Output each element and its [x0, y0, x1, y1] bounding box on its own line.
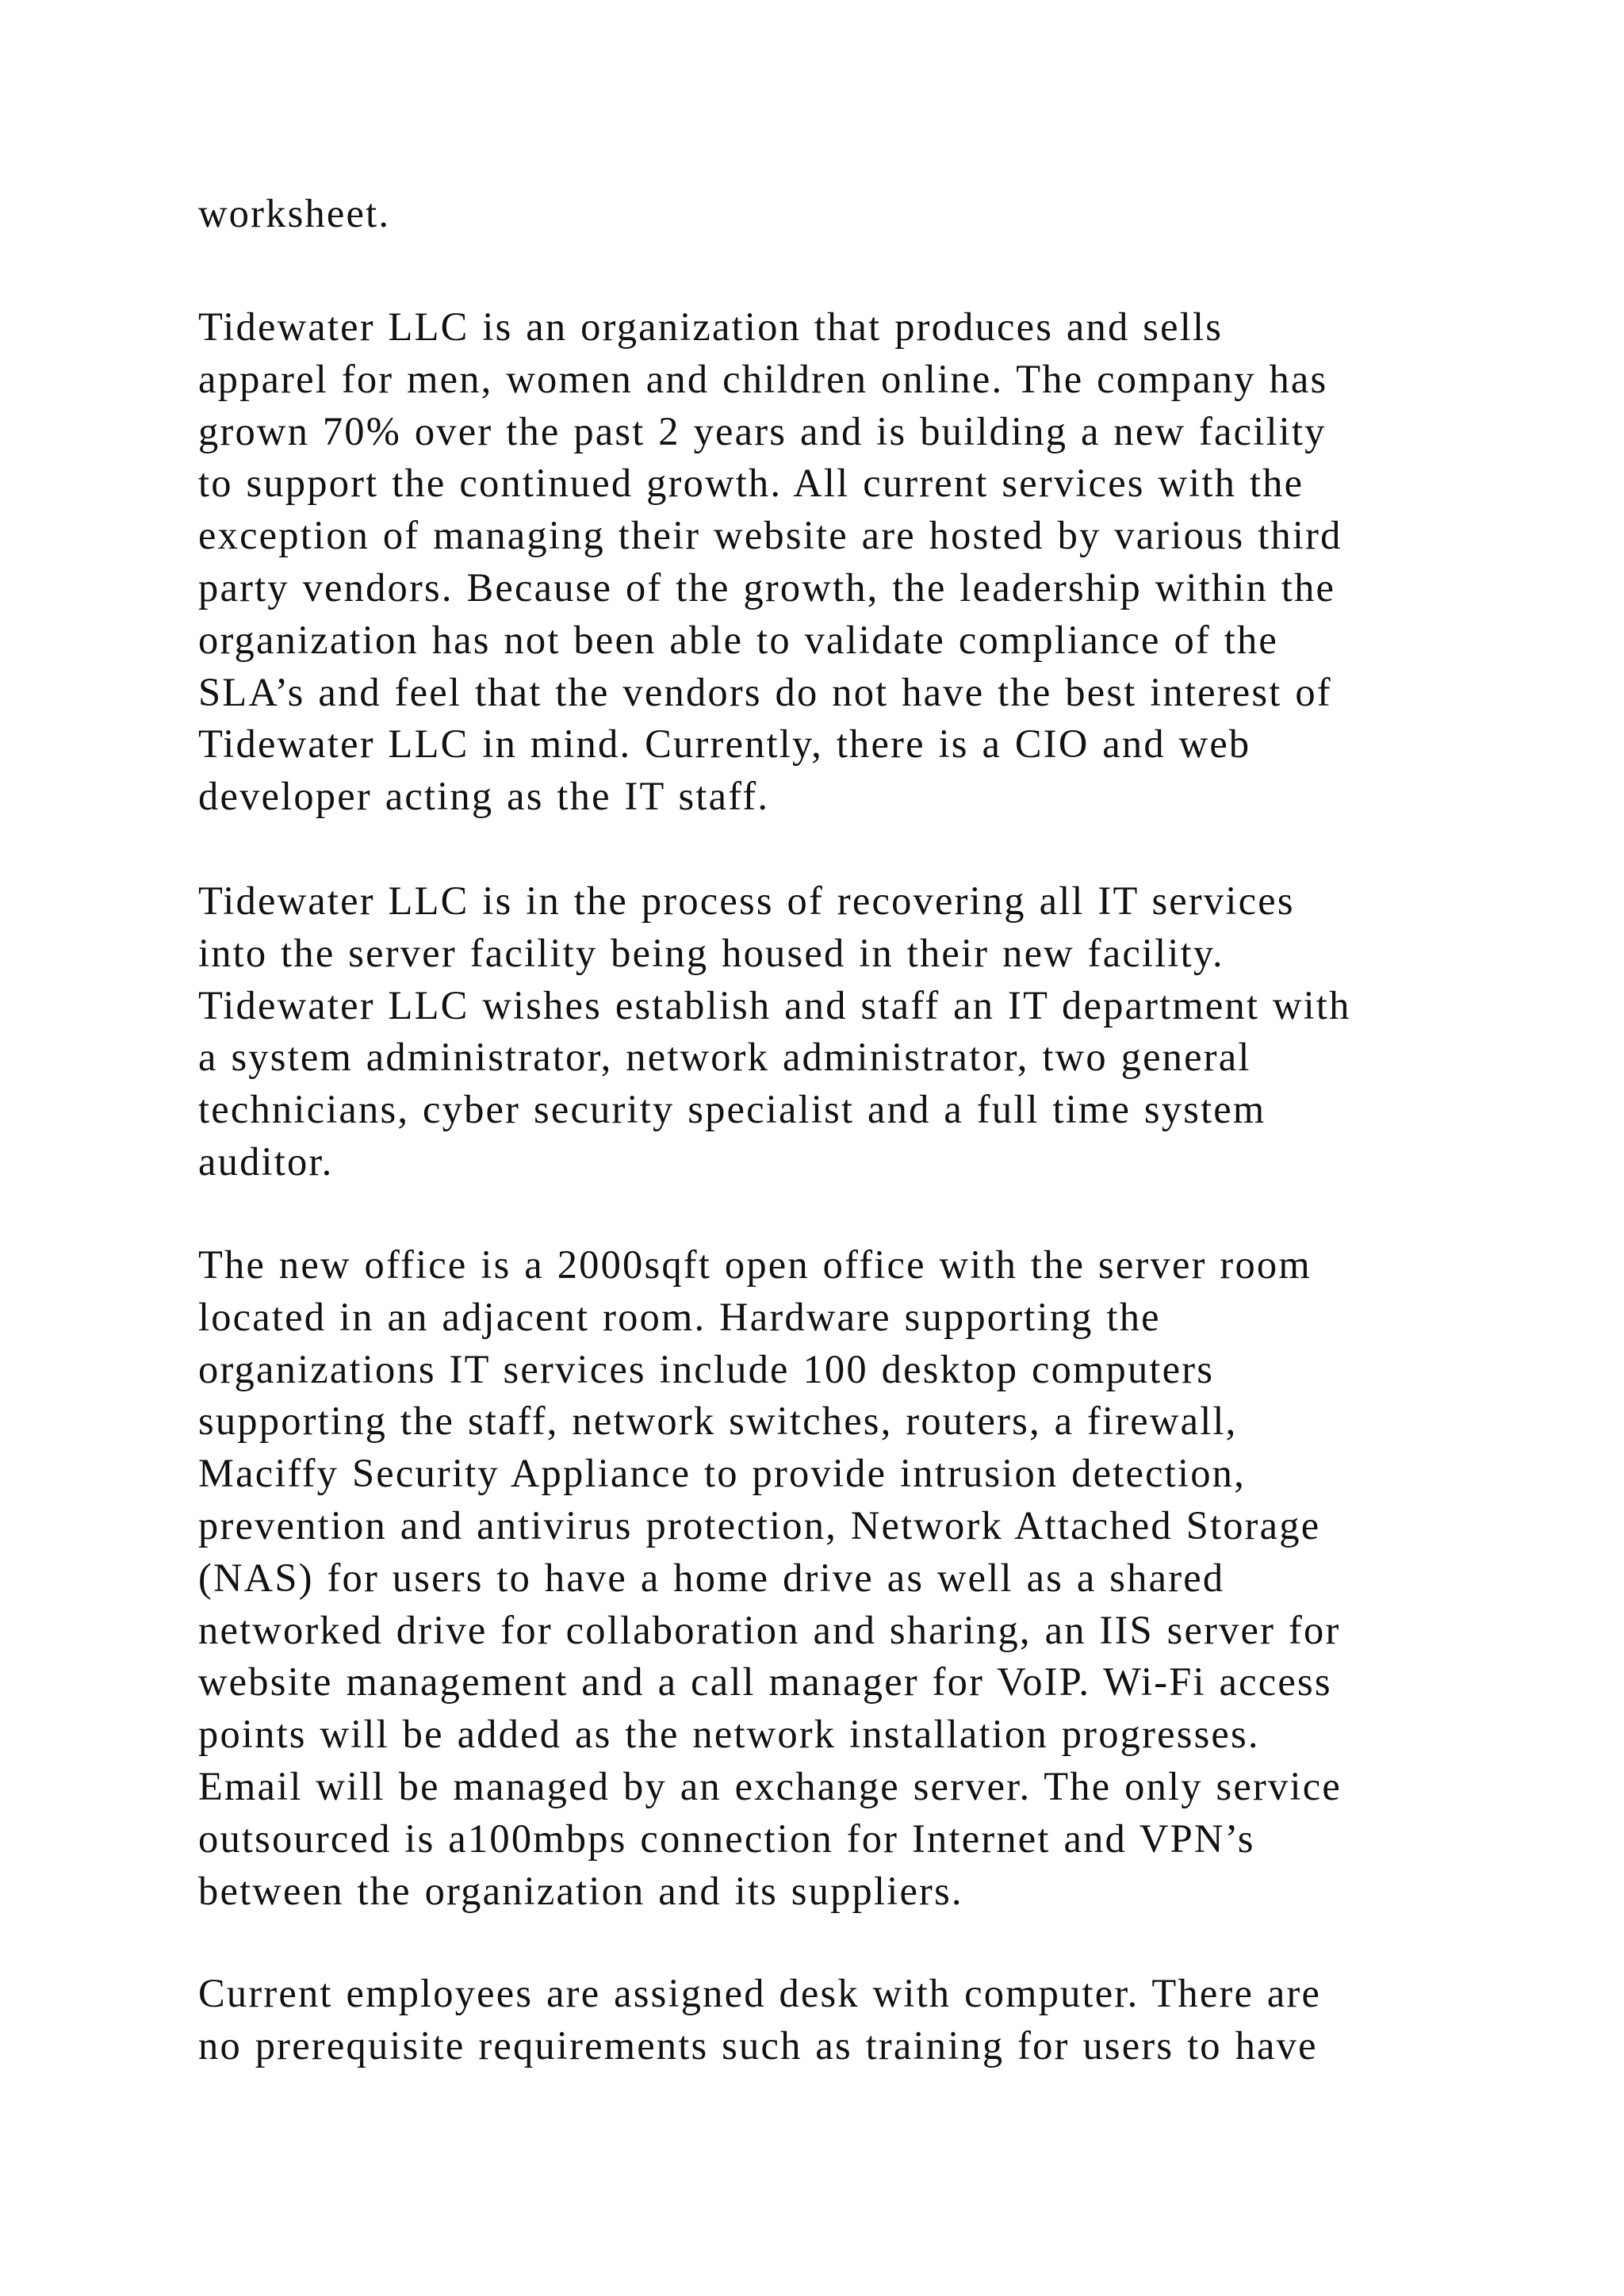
text-line: grown 70% over the past 2 years and is building a new facility [198, 408, 1327, 453]
paragraph-new-office-hardware [198, 1239, 1546, 1917]
text-line: website management and a call manager for VoIP. Wi-Fi access [198, 1659, 1332, 1705]
text-line: prevention and antivirus protection, Network Attached Storage [198, 1502, 1321, 1548]
text-line: Tidewater LLC in mind. Currently, there is a CIO and web [198, 721, 1251, 767]
text-line: developer acting as the IT staff. [198, 774, 770, 819]
text-line: party vendors. Because of the growth, the leadership within the [198, 564, 1336, 610]
text-line: SLA’s and feel that the vendors do not have the best interest of [198, 669, 1332, 714]
text-line: Email will be managed by an exchange server. The only service [198, 1763, 1342, 1808]
text-line: organizations IT services include 100 desktop computers [198, 1346, 1215, 1391]
text-line: points will be added as the network installation progresses. [198, 1712, 1260, 1757]
text-line: to support the continued growth. All current services with the [198, 461, 1304, 506]
paragraph-current-employees [198, 1968, 1546, 2072]
text-line: a system administrator, network administrator, two general [198, 1035, 1251, 1080]
paragraph-company-overview [198, 301, 1546, 823]
text-line: supporting the staff, network switches, routers, a firewall, [198, 1399, 1238, 1444]
text-line: between the organization and its suppliers. [198, 1868, 963, 1913]
paragraph-it-department [198, 875, 1546, 1188]
text-line: Maciffy Security Appliance to provide intrusion detection, [198, 1451, 1246, 1496]
text-line: outsourced is a100mbps connection for Internet and VPN’s [198, 1816, 1255, 1861]
text-line: Tidewater LLC wishes establish and staff an IT department with [198, 982, 1351, 1027]
paragraph-worksheet [198, 188, 1546, 240]
text-line: auditor. [198, 1138, 334, 1184]
text-line: organization has not been able to validate compliance of the [198, 617, 1279, 662]
text-line: Tidewater LLC is an organization that produces and sells [198, 304, 1224, 349]
text-line: apparel for men, women and children online. The company has [198, 356, 1328, 401]
text-line: (NAS) for users to have a home drive as well as a shared [198, 1555, 1225, 1600]
text-line: Current employees are assigned desk with computer. There are [198, 1971, 1322, 2015]
text-line: into the server facility being housed in their new facility. [198, 930, 1224, 975]
text-line: Tidewater LLC is in the process of recovering all IT services [198, 878, 1295, 923]
text-line: no prerequisite requirements such as training for users to have [198, 2022, 1318, 2068]
text-line: The new office is a 2000sqft open office with the server room [198, 1242, 1312, 1287]
text-line: located in an adjacent room. Hardware supporting the [198, 1294, 1161, 1339]
text-line: networked drive for collaboration and sharing, an IIS server for [198, 1607, 1341, 1652]
text-line: worksheet. [198, 191, 391, 235]
text-line: technicians, cyber security specialist and a full time system [198, 1087, 1266, 1132]
text-line: exception of managing their website are hosted by various third [198, 513, 1342, 558]
